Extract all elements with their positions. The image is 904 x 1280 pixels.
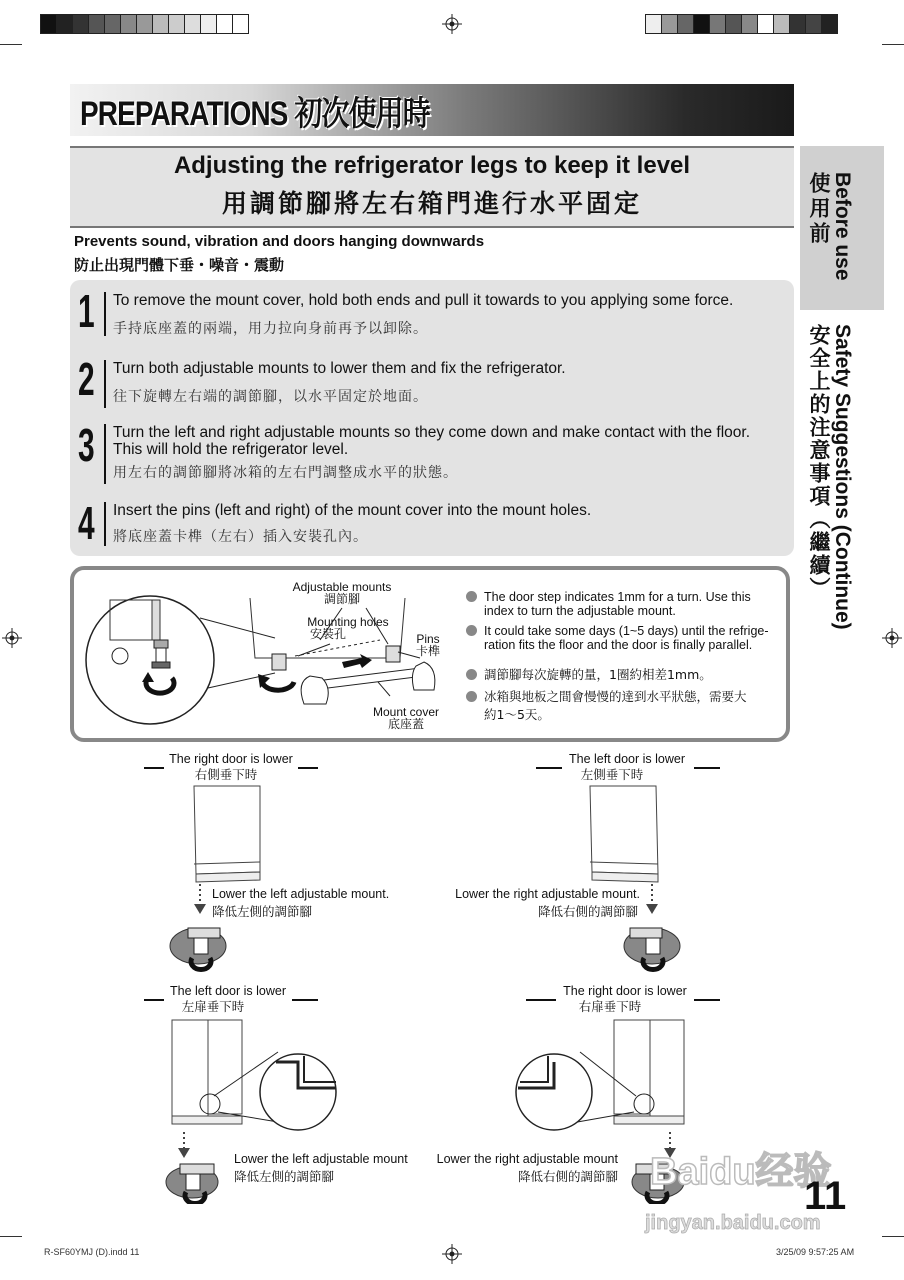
registration-mark-left xyxy=(2,628,22,648)
case-action-zh: 降低左側的調節腳 xyxy=(234,1170,335,1184)
step-number: 3 xyxy=(78,419,95,471)
case-action-en: Lower the right adjustable mount xyxy=(436,1152,618,1166)
bullet-dot xyxy=(466,591,477,602)
footer-filename: R-SF60YMJ (D).indd 11 xyxy=(44,1247,140,1257)
bullet-dot xyxy=(466,625,477,636)
side-tab-before-use-zh: 使用前 xyxy=(807,172,830,247)
case-title-en: The left door is lower xyxy=(568,752,686,766)
case-action-en: Lower the right adjustable mount. xyxy=(455,887,640,901)
section-title-zh: 用調節腳將左右箱門進行水平固定 xyxy=(221,190,642,218)
registration-mark-top xyxy=(442,14,462,34)
step-divider xyxy=(104,424,106,484)
label-pins-zh: 卡榫 xyxy=(415,644,440,658)
color-bar-right xyxy=(645,14,837,39)
case-action-zh: 降低右側的調節腳 xyxy=(537,905,638,919)
step-number: 1 xyxy=(78,285,95,337)
footer-timestamp: 3/25/09 9:57:25 AM xyxy=(776,1247,855,1257)
label-mounting-holes-en: Mounting holes xyxy=(307,615,389,629)
step-text-en: To remove the mount cover, hold both ends and pull it towards to you applying some force. xyxy=(113,292,734,309)
step-text-en: Turn both adjustable mounts to lower them and fix the refrigerator. xyxy=(113,360,566,377)
side-tab-before-use-en: Before use xyxy=(831,172,854,281)
step-text-zh: 往下旋轉左右端的調節腳，以水平固定於地面。 xyxy=(113,389,428,405)
case-title-zh: 右側垂下時 xyxy=(194,768,258,782)
trim-mark xyxy=(0,1236,22,1237)
bullet-dot xyxy=(466,669,477,680)
label-mounting-holes-zh: 安裝孔 xyxy=(309,627,346,641)
case-action-zh: 降低右側的調節腳 xyxy=(517,1170,618,1184)
step-divider xyxy=(104,502,106,546)
label-mount-cover-zh: 底座蓋 xyxy=(387,717,424,731)
note-text: 冰箱與地板之間會慢慢的達到水平狀態，需要大約1～5天。 xyxy=(484,689,747,722)
step-number: 2 xyxy=(78,353,95,405)
trim-mark xyxy=(882,44,904,45)
fridge-right-door-lower xyxy=(140,760,320,972)
step-text-en: Insert the pins (left and right) of the mount cover into the mount holes. xyxy=(113,502,592,519)
note-text: The door step indicates 1mm for a turn. Use this index to turn the adjustable mount. xyxy=(484,590,751,618)
case-action-en: Lower the left adjustable mount xyxy=(234,1152,408,1166)
case-title-zh: 左側垂下時 xyxy=(580,768,644,782)
subtitle-zh: 防止出現門體下垂・噪音・震動 xyxy=(74,257,285,274)
registration-mark-bottom xyxy=(442,1244,462,1264)
label-pins-en: Pins xyxy=(416,632,440,646)
note-text: It could take some days (1~5 days) until the refrige-ration fits the floor and the door is finally parallel. xyxy=(484,624,769,652)
page-number: 11 xyxy=(804,1174,847,1218)
label-adjustable-mounts-zh: 調節腳 xyxy=(323,592,360,606)
side-tab-safety-en: Safety Suggestions (Continue) xyxy=(831,324,854,630)
fridge-left-door-lower xyxy=(534,760,724,972)
label-mount-cover-en: Mount cover xyxy=(372,705,440,719)
color-bar-left xyxy=(40,14,248,39)
trim-mark xyxy=(0,44,22,45)
subtitle-en: Prevents sound, vibration and doors hanging downwards xyxy=(74,233,485,250)
case-title-en: The right door is lower xyxy=(169,752,293,766)
page-header-title: PREPARATIONS 初次使用時 xyxy=(80,95,430,133)
side-tab-safety-zh: 安全上的注意事項（繼續） xyxy=(807,324,830,600)
step-text-zh: 用左右的調節腳將冰箱的左右門調整成水平的狀態。 xyxy=(113,465,458,481)
note-text: 調節腳每次旋轉的量，1圈約相差1mm。 xyxy=(484,667,712,682)
watermark-url: jingyan.baidu.com xyxy=(645,1212,821,1234)
step-number: 4 xyxy=(78,497,95,549)
case-title-zh: 右扉垂下時 xyxy=(578,1000,642,1014)
bullet-dot xyxy=(466,691,477,702)
step-text-en: Turn the left and right adjustable mounts so they come down and make contact with the floor. This will hold the refrigerator level. xyxy=(113,424,751,458)
label-adjustable-mounts-en: Adjustable mounts xyxy=(292,580,392,594)
step-divider xyxy=(104,292,106,336)
case-title-zh: 左扉垂下時 xyxy=(181,1000,245,1014)
watermark-logo: Baidu经验 xyxy=(650,1151,832,1193)
step-text-zh: 將底座蓋卡榫（左右）插入安裝孔內。 xyxy=(113,529,368,545)
case-title-en: The right door is lower xyxy=(563,984,687,998)
registration-mark-right xyxy=(882,628,902,648)
step-divider xyxy=(104,360,106,408)
case-action-zh: 降低左側的調節腳 xyxy=(212,905,313,919)
trim-mark xyxy=(882,1236,904,1237)
step-text-zh: 手持底座蓋的兩端，用力拉向身前再予以卸除。 xyxy=(113,321,428,337)
case-title-en: The left door is lower xyxy=(169,984,287,998)
case-action-en: Lower the left adjustable mount. xyxy=(212,887,390,901)
section-title-en: Adjusting the refrigerator legs to keep it level xyxy=(173,152,691,179)
